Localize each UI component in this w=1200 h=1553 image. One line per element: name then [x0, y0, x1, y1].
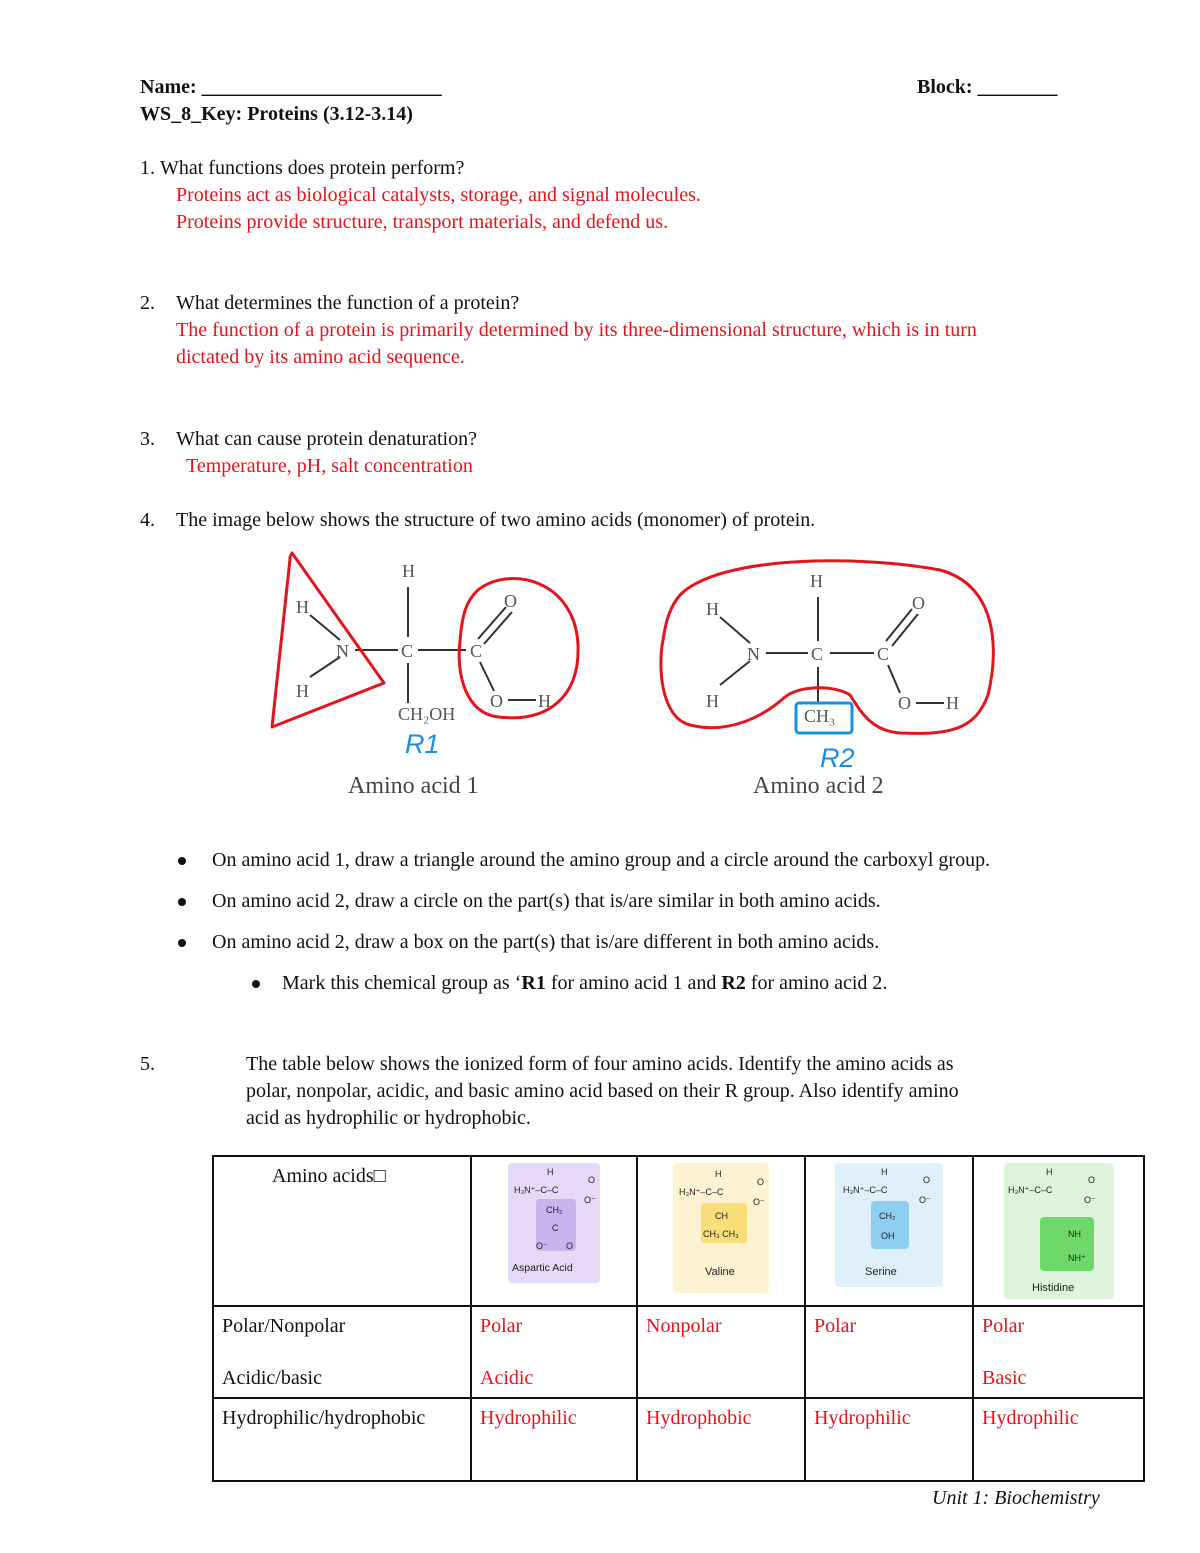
table-cell	[471, 1306, 637, 1398]
amino-acid-name: Histidine	[1031, 1282, 1074, 1294]
aspartic-acid-structure	[508, 1163, 600, 1283]
sub-bullet-item	[282, 970, 887, 997]
polarity-value: Polar	[480, 1315, 523, 1337]
question-3-number: 3.	[140, 428, 155, 450]
formula-r1: CH₂	[546, 1205, 563, 1215]
r1-label: R1	[521, 972, 546, 994]
valine-structure	[673, 1163, 769, 1293]
table-header-row	[213, 1156, 1144, 1306]
formula-backbone: H₃N⁺–C–C	[514, 1185, 559, 1195]
table-cell	[637, 1156, 805, 1306]
r1-annotation: R1	[405, 729, 440, 759]
amino-acid-figure	[260, 545, 1010, 810]
worksheet-title: WS_8_Key: Proteins (3.12-3.14)	[140, 103, 413, 125]
hydro-value: Hydrophilic	[982, 1407, 1079, 1429]
formula-o1: O	[1087, 1175, 1095, 1185]
table-cell	[973, 1398, 1144, 1481]
atom-label: H	[706, 691, 719, 711]
bond	[310, 615, 340, 640]
bond	[888, 665, 900, 693]
formula-o1: O	[923, 1175, 931, 1185]
formula-o2: O⁻	[753, 1197, 765, 1207]
amino-acid-table	[212, 1155, 1145, 1482]
question-5-line-3: acid as hydrophilic or hydrophobic.	[246, 1107, 531, 1129]
bullet-dot	[178, 857, 186, 865]
table-cell	[637, 1398, 805, 1481]
amino-acid-name: Valine	[705, 1266, 735, 1278]
bullet-dot	[178, 898, 186, 906]
answer-2-line-2: dictated by its amino acid sequence.	[176, 346, 465, 368]
formula-r1: CH₂	[879, 1211, 896, 1221]
valine-card	[673, 1163, 769, 1293]
question-5-line-2: polar, nonpolar, acidic, and basic amino acid based on their R group. Also identify amino	[246, 1080, 959, 1102]
row-label-acidity: Acidic/basic	[222, 1367, 322, 1389]
r2-annotation: R2	[820, 743, 855, 773]
atom-label: H	[402, 561, 415, 581]
serine-card	[835, 1163, 943, 1287]
table-cell	[973, 1156, 1144, 1306]
atom-label: O	[898, 693, 911, 713]
bond	[480, 662, 494, 691]
bullet-dot	[178, 939, 186, 947]
atom-label: H	[296, 681, 309, 701]
sub-bullet-mid: for amino acid 1 and	[545, 972, 722, 994]
r-group-label: CH₂OH	[398, 704, 456, 724]
question-1-number: 1.	[140, 157, 155, 179]
hydro-value: Hydrophobic	[646, 1407, 752, 1429]
hydro-value: Hydrophilic	[814, 1407, 911, 1429]
question-5-line-1: The table below shows the ionized form of four amino acids. Identify the amino acids as	[246, 1053, 954, 1075]
atom-label: O	[912, 593, 925, 613]
acidity-value: Basic	[982, 1367, 1027, 1389]
atom-label: H	[706, 599, 719, 619]
bullet-item-1: On amino acid 1, draw a triangle around the amino group and a circle around the carboxyl group.	[212, 849, 991, 871]
formula-h: H	[1045, 1167, 1052, 1177]
amino-acid-2-caption: Amino acid 2	[753, 773, 884, 799]
atom-label: O	[490, 691, 503, 711]
question-3-text: What can cause protein denaturation?	[176, 428, 477, 450]
amino-acids-header: Amino acids□	[272, 1165, 386, 1187]
block-field-label: Block: ________	[917, 76, 1058, 98]
table-cell	[805, 1306, 973, 1398]
atom-label: N	[747, 644, 760, 664]
sub-bullet-dot	[252, 980, 260, 988]
serine-structure	[835, 1163, 943, 1287]
table-cell	[973, 1306, 1144, 1398]
bond	[720, 617, 750, 643]
amino-acid-name: Serine	[865, 1266, 897, 1278]
hydro-value: Hydrophilic	[480, 1407, 577, 1429]
amino-acid-1-structure	[272, 553, 578, 799]
table-cell	[637, 1306, 805, 1398]
formula-r2: NH⁺	[1067, 1253, 1086, 1263]
table-cell	[471, 1398, 637, 1481]
bullet-item-2: On amino acid 2, draw a circle on the part(s) that is/are similar in both amino acids.	[212, 890, 881, 912]
table-row	[213, 1306, 1144, 1398]
row-label-cell	[213, 1398, 471, 1481]
formula-h: H	[547, 1167, 554, 1177]
formula-r1: CH	[715, 1211, 728, 1221]
formula-backbone: H₃N⁺–C–C	[679, 1187, 724, 1197]
formula-r2: C	[552, 1223, 559, 1233]
bullet-item-3: On amino acid 2, draw a box on the part(s) that is/are different in both amino acids.	[212, 931, 880, 953]
formula-o1: O	[757, 1177, 765, 1187]
formula-o1: O	[588, 1175, 596, 1185]
question-1-text: What functions does protein perform?	[160, 157, 465, 179]
r-group-highlight	[871, 1201, 909, 1249]
amino-acid-name: Aspartic Acid	[512, 1262, 573, 1274]
answer-1-line-1: Proteins act as biological catalysts, storage, and signal molecules.	[176, 184, 701, 206]
histidine-structure	[1004, 1163, 1114, 1299]
amino-acid-2-structure	[661, 561, 993, 799]
name-field-label: Name: ________________________	[140, 76, 442, 98]
atom-label: C	[401, 641, 414, 661]
aspartic-acid-card	[508, 1163, 600, 1283]
formula-h: H	[715, 1169, 722, 1179]
atom-label: H	[538, 691, 551, 711]
formula-h: H	[881, 1167, 888, 1177]
formula-r2: CH₃ CH₃	[703, 1229, 739, 1239]
polarity-value: Polar	[814, 1315, 857, 1337]
atom-label: C	[470, 641, 483, 661]
bond	[720, 661, 750, 685]
polarity-value: Nonpolar	[646, 1315, 722, 1337]
r-group-label: CH₃	[804, 706, 836, 726]
formula-backbone: H₃N⁺–C–C	[1007, 1185, 1052, 1195]
formula-r2: OH	[881, 1231, 895, 1241]
polarity-value: Polar	[982, 1315, 1025, 1337]
row-label-hydro: Hydrophilic/hydrophobic	[222, 1407, 426, 1429]
formula-o2: O⁻	[919, 1195, 931, 1205]
sub-bullet-pre: Mark this chemical group as ‘	[282, 972, 522, 994]
answer-2-line-1: The function of a protein is primarily determined by its three-dimensional structure, which is in turn	[176, 319, 977, 341]
atom-label: O	[504, 591, 517, 611]
formula-o2: O⁻	[584, 1195, 596, 1205]
page-footer: Unit 1: Biochemistry	[932, 1487, 1100, 1509]
atom-label: N	[336, 641, 349, 661]
question-4-text: The image below shows the structure of two amino acids (monomer) of protein.	[176, 509, 816, 531]
atom-label: C	[877, 644, 890, 664]
amino-triangle-annotation	[272, 553, 384, 727]
row-label-cell	[213, 1306, 471, 1398]
question-2-text: What determines the function of a protein?	[176, 292, 520, 314]
atom-label: H	[946, 693, 959, 713]
table-cell	[805, 1156, 973, 1306]
formula-backbone: H₃N⁺–C–C	[843, 1185, 888, 1195]
question-2-number: 2.	[140, 292, 155, 314]
answer-1-line-2: Proteins provide structure, transport materials, and defend us.	[176, 211, 669, 233]
formula-o2: O⁻	[1083, 1195, 1096, 1205]
amino-acid-1-caption: Amino acid 1	[348, 773, 479, 799]
row-label-polarity: Polar/Nonpolar	[222, 1315, 346, 1337]
formula-r3: O⁻	[536, 1241, 548, 1251]
r2-label: R2	[721, 972, 746, 994]
r-group-highlight	[1040, 1217, 1094, 1271]
atom-label: H	[296, 597, 309, 617]
sub-bullet-post: for amino acid 2.	[745, 972, 888, 994]
question-4-number: 4.	[140, 509, 155, 531]
header-cell-label	[213, 1156, 471, 1306]
table-cell	[805, 1398, 973, 1481]
answer-3-line-1: Temperature, pH, salt concentration	[186, 455, 473, 477]
formula-r4: O	[566, 1241, 574, 1251]
table-row	[213, 1398, 1144, 1481]
atom-label: H	[810, 571, 823, 591]
histidine-card	[1004, 1163, 1114, 1299]
acidity-value: Acidic	[480, 1367, 534, 1389]
formula-r1: NH	[1067, 1229, 1081, 1239]
question-5-number: 5.	[140, 1053, 155, 1075]
atom-label: C	[811, 644, 824, 664]
table-cell	[471, 1156, 637, 1306]
